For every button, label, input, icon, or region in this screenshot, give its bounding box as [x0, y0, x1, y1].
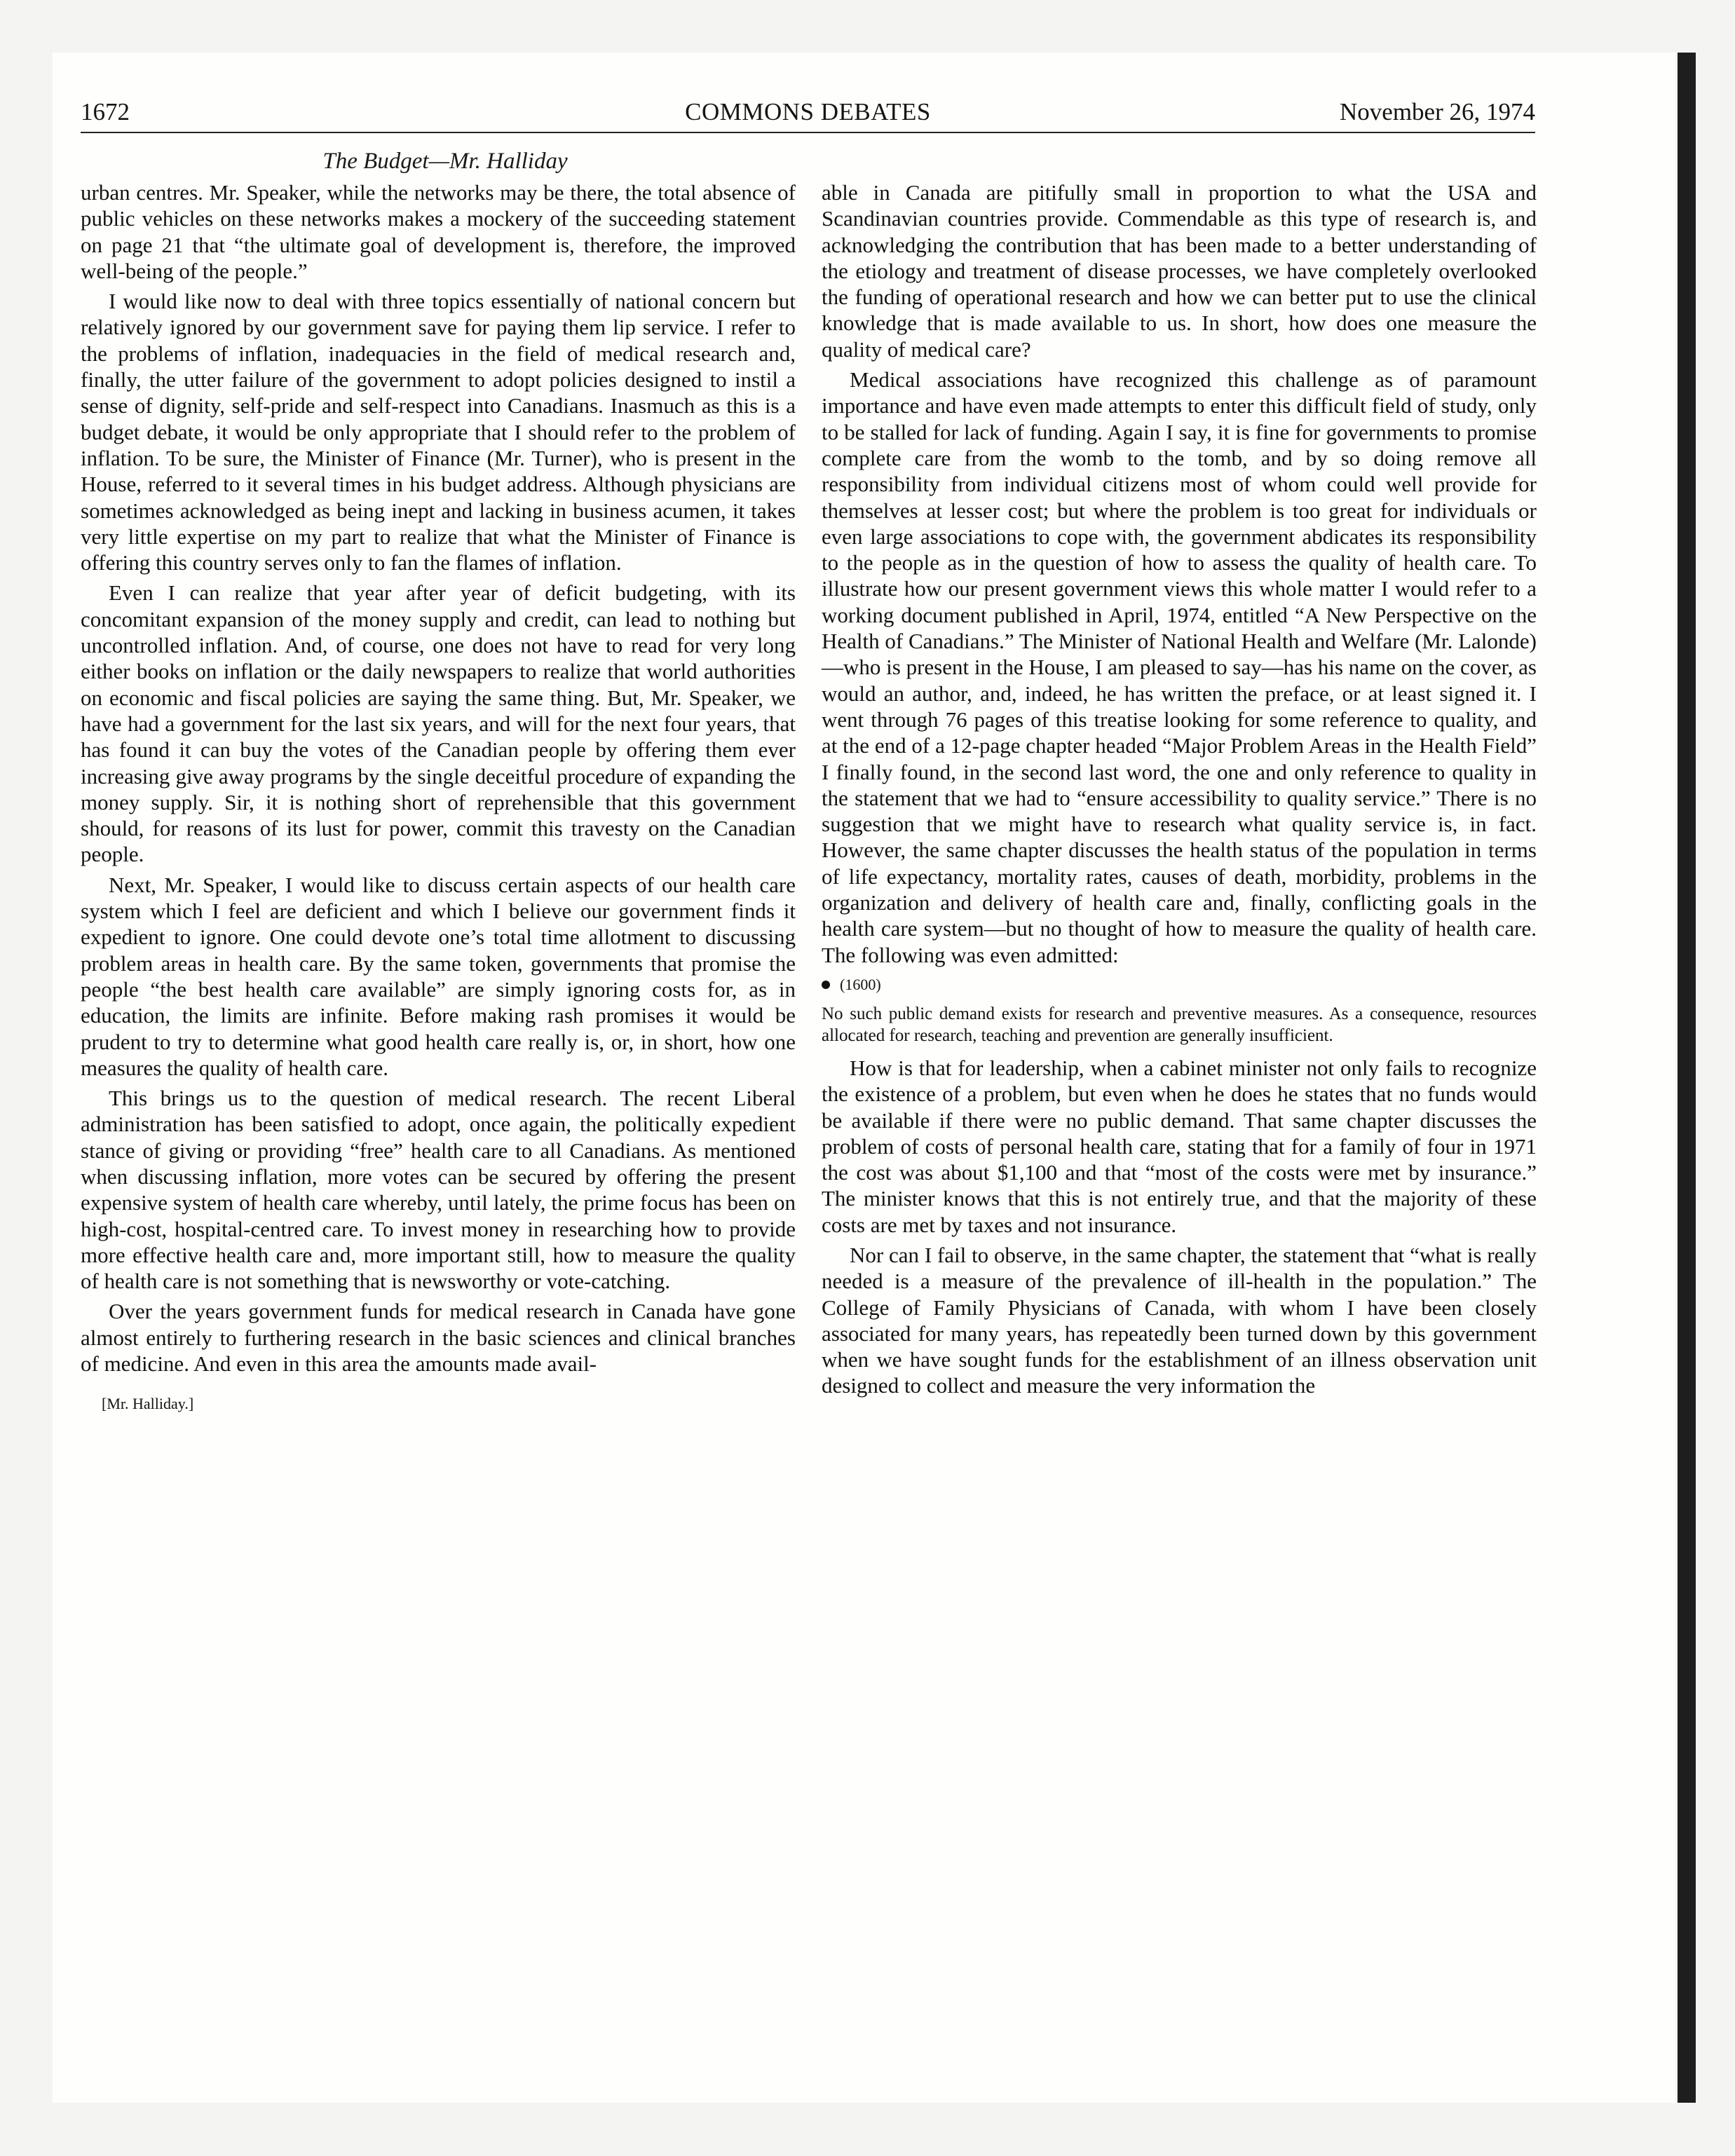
time-marker	[822, 975, 1537, 995]
paragraph: This brings us to the question of medical research. The recent Liberal administration has been satisfied to adopt, once again, the politically expedient stance of giving or providing “free” health care to all Canadians. As mentioned when discussing inflation, more votes can be secured by offering the present expensive system of health care whereby, until lately, the prime focus has been on high-cost, hospital-centred care. To invest money in researching how to provide more effective health care and, more important still, how to measure the quality of health care is not something that is newsworthy or vote-catching.	[81, 1086, 796, 1294]
paragraph: How is that for leadership, when a cabinet minister not only fails to recognize the existence of a problem, but even when he does he states that no funds would be available if there were no public demand. That same chapter discusses the problem of costs of personal health care, stating that for a family of four in 1971 the cost was about $1,100 and that “most of the costs were met by insurance.” The minister knows that this is not entirely true, and that the majority of these costs are met by taxes and not insurance.	[822, 1055, 1537, 1237]
paragraph: able in Canada are pitifully small in proportion to what the USA and Scandinavian countries provide. Commendable as this type of research is, and acknowledging the contribution that has been made to a better understanding of the etiology and treatment of disease processes, we have completely overlooked the funding of operational research and how we can better put to use the clinical knowledge that is made available to us. In short, how does one measure the quality of medical care?	[822, 180, 1537, 362]
right-column	[822, 179, 1537, 1403]
quotation-text: No such public demand exists for research and preventive measures. As a consequence, resources allocated for research, teaching and prevention are generally insufficient.	[822, 1004, 1537, 1045]
block-quotation	[822, 1003, 1537, 1046]
bullet-icon	[822, 981, 830, 989]
page-header	[81, 97, 1535, 133]
paragraph: Medical associations have recognized this challenge as of paramount importance and have even made attempts to enter this difficult field of study, only to be stalled for lack of funding. Again I say, it is fine for governments to promise complete care from the womb to the tomb, and by so doing remove all responsibility from individual citizens most of whom could well provide for themselves at lesser cost; but where the problem is too great for individuals or even large associations to cope with, the government abdicates its responsibility to the people as in the question of how to assess the quality of health care. To illustrate how our present government views this whole matter I would refer to a working document published in April, 1974, entitled “A New Perspective on the Health of Canadians.” The Minister of National Health and Welfare (Mr. Lalonde)—who is present in the House, I am pleased to say—has his name on the cover, as would an author, and, indeed, he has written the preface, or at least signed it. I went through 76 pages of this treatise looking for some reference to quality, and at the end of a 12-page chapter headed “Major Problem Areas in the Health Field” I finally found, in the second last word, the one and only reference to quality in the statement that we had to “ensure accessibility to quality service.” There is no suggestion that we might have to research what quality service is, in fact. However, the same chapter discusses the health status of the population in terms of life expectancy, mortality rates, causes of death, morbidity, problems in the organization and delivery of health care and, finally, conflicting goals in the health care system—but no thought of how to measure the quality of health care. The following was even admitted:	[822, 367, 1537, 967]
paragraph: Next, Mr. Speaker, I would like to discuss certain aspects of our health care system which I feel are deficient and which I believe our government finds it expedient to ignore. One could devote one’s total time allotment to discussing problem areas in health care. By the same token, governments that promise the people “the best health care available” are simply ignoring costs for, as in education, the limits are infinite. Before making rash promises it would be prudent to try to determine what good health care really is, or, in short, how one measures the quality of health care.	[81, 872, 796, 1080]
paragraph: urban centres. Mr. Speaker, while the networks may be there, the total absence of public vehicles on these networks makes a mockery of the succeeding statement on page 21 that “the ultimate goal of development is, therefore, the improved well-being of the people.”	[81, 180, 796, 283]
paragraph: I would like now to deal with three topics essentially of national concern but relatively ignored by our government save for paying them lip service. I refer to the problems of inflation, inadequacies in the field of medical research and, finally, the utter failure of the government to adopt policies designed to instil a sense of dignity, self-pride and self-respect into Canadians. Inasmuch as this is a budget debate, it would be only appropriate that I should refer to the problem of inflation. To be sure, the Minister of Finance (Mr. Turner), who is present in the House, referred to it several times in his budget address. Although physicians are sometimes acknowledged as being inept and lacking in business acumen, it takes very little expertise on my part to realize that what the Minister of Finance is offering this country serves only to fan the flames of inflation.	[81, 289, 796, 575]
running-head: The Budget—Mr. Halliday	[322, 149, 568, 174]
scanner-edge-bar	[1678, 53, 1696, 2103]
paragraph: Nor can I fail to observe, in the same chapter, the statement that “what is really needed is a measure of the prevalence of ill-health in the population.” The College of Family Physicians of Canada, with whom I have been closely associated for many years, has repeatedly been turned down by this government when we have sought funds for the establishment of an illness observation unit designed to collect and measure the very information the	[822, 1242, 1537, 1398]
page-number: 1672	[81, 98, 130, 125]
paragraph: Even I can realize that year after year of deficit budgeting, with its concomitant expansion of the money supply and credit, can lead to nothing but uncontrolled inflation. And, of course, one does not have to read for very long either books on inflation or the daily newspapers to realize that world authorities on economic and fiscal policies are saying the same thing. But, Mr. Speaker, we have had a government for the last six years, and will for the next four years, that has found it can buy the votes of the Canadian people by offering them ever increasing give away programs by the single deceitful procedure of expanding the money supply. Sir, it is nothing short of reprehensible that this government should, for reasons of its lust for power, commit this travesty on the Canadian people.	[81, 580, 796, 867]
publication-date: November 26, 1974	[1340, 98, 1535, 125]
publication-title: COMMONS DEBATES	[685, 98, 931, 125]
paragraph: Over the years government funds for medical research in Canada have gone almost entirely to furthering research in the basic sciences and clinical branches of medicine. And even in this area the amounts made avail-	[81, 1299, 796, 1377]
speaker-attribution: [Mr. Halliday.]	[102, 1395, 194, 1413]
left-column	[81, 179, 796, 1417]
time-marker-label: (1600)	[840, 975, 881, 993]
